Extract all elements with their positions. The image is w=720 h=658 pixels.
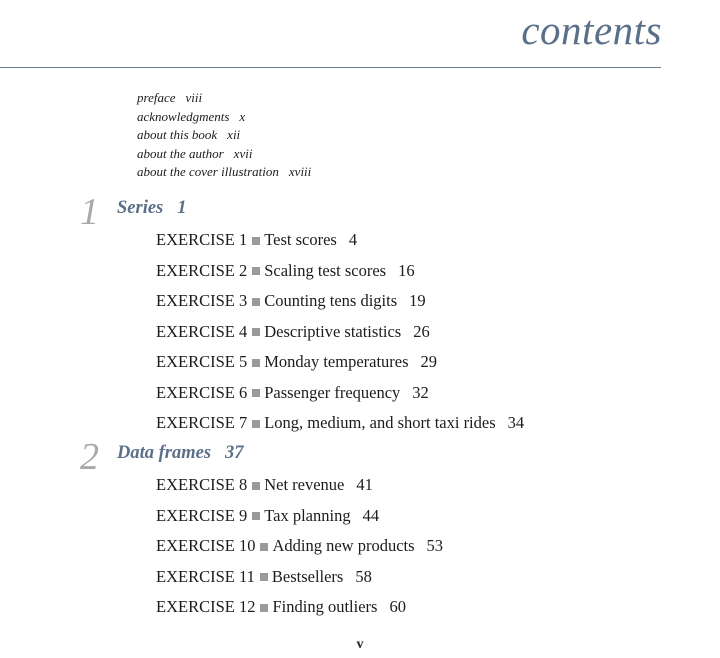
front-matter-item[interactable] — [137, 108, 311, 127]
exercise-item[interactable] — [156, 531, 443, 562]
square-bullet-icon — [252, 267, 260, 275]
exercise-page: 29 — [420, 352, 438, 371]
exercise-item[interactable] — [156, 225, 524, 256]
exercise-label: EXERCISE 11 — [156, 566, 255, 586]
front-matter-item[interactable] — [137, 89, 311, 108]
exercise-item[interactable] — [156, 501, 443, 532]
exercise-page: 4 — [348, 230, 358, 249]
front-matter-label: about this book — [137, 127, 218, 143]
square-bullet-icon — [252, 298, 260, 306]
chapter-number: 2 — [80, 436, 99, 478]
exercise-title: Monday temperatures — [264, 352, 409, 371]
front-matter-page: x — [239, 108, 246, 124]
exercise-label: EXERCISE 5 — [156, 352, 248, 371]
exercise-title: Finding outliers — [272, 597, 378, 616]
square-bullet-icon — [252, 389, 260, 397]
exercise-page: 41 — [356, 475, 373, 494]
exercise-label: EXERCISE 1 — [156, 230, 248, 249]
exercise-label: EXERCISE 7 — [156, 413, 248, 432]
title-rule — [0, 67, 661, 68]
exercise-list — [156, 470, 443, 623]
front-matter-label: acknowledgments — [137, 108, 230, 124]
square-bullet-icon — [252, 420, 260, 428]
front-matter-item[interactable] — [137, 145, 311, 164]
front-matter-label: preface — [137, 90, 176, 105]
exercise-label: EXERCISE 3 — [156, 291, 248, 310]
chapter-number: 1 — [80, 191, 99, 233]
square-bullet-icon — [260, 573, 268, 581]
exercise-title: Long, medium, and short taxi rides — [264, 413, 496, 432]
chapter-heading[interactable] — [117, 198, 187, 219]
page-title: contents — [521, 7, 662, 53]
exercise-title: Bestsellers — [271, 566, 344, 586]
front-matter-page: xvii — [233, 145, 253, 161]
exercise-item[interactable] — [156, 378, 524, 409]
square-bullet-icon — [260, 543, 268, 551]
folio-page-number: v — [356, 637, 364, 652]
exercise-label: EXERCISE 8 — [156, 475, 248, 494]
square-bullet-icon — [252, 328, 260, 336]
exercise-title: Descriptive statistics — [264, 321, 402, 341]
exercise-page: 44 — [362, 505, 380, 525]
chapter-page: 37 — [225, 443, 244, 463]
exercise-page: 34 — [507, 413, 525, 432]
exercise-page: 60 — [389, 597, 406, 616]
exercise-title: Adding new products — [272, 536, 415, 555]
chapter-heading[interactable] — [117, 443, 244, 464]
front-matter-label: about the cover illustration — [137, 164, 279, 180]
exercise-item[interactable] — [156, 347, 524, 378]
exercise-page: 32 — [412, 382, 429, 402]
front-matter-page: xii — [227, 127, 241, 143]
exercise-page: 16 — [398, 260, 415, 280]
exercise-label: EXERCISE 10 — [156, 536, 256, 555]
exercise-title: Net revenue — [264, 475, 345, 494]
front-matter-list — [137, 89, 311, 182]
front-matter-page: xviii — [288, 164, 312, 180]
exercise-label: EXERCISE 9 — [156, 505, 248, 525]
square-bullet-icon — [260, 604, 268, 612]
exercise-title: Scaling test scores — [264, 260, 387, 280]
exercise-item[interactable] — [156, 592, 443, 623]
front-matter-item[interactable] — [137, 163, 311, 182]
exercise-title: Test scores — [264, 230, 337, 249]
exercise-page: 53 — [426, 536, 444, 555]
exercise-item[interactable] — [156, 408, 524, 439]
front-matter-page: viii — [185, 90, 203, 105]
exercise-label: EXERCISE 2 — [156, 260, 248, 280]
chapter-page: 1 — [177, 198, 187, 218]
exercise-item[interactable] — [156, 317, 524, 348]
exercise-page: 19 — [409, 291, 426, 310]
front-matter-label: about the author — [137, 145, 224, 161]
exercise-title: Counting tens digits — [264, 291, 398, 310]
exercise-item[interactable] — [156, 562, 443, 593]
exercise-label: EXERCISE 6 — [156, 382, 248, 402]
exercise-item[interactable] — [156, 286, 524, 317]
exercise-page: 26 — [413, 321, 430, 341]
square-bullet-icon — [252, 237, 260, 245]
chapter-title: Series — [117, 198, 164, 218]
exercise-item[interactable] — [156, 256, 524, 287]
square-bullet-icon — [252, 482, 260, 490]
exercise-title: Passenger frequency — [264, 382, 401, 402]
exercise-label: EXERCISE 12 — [156, 597, 256, 616]
exercise-item[interactable] — [156, 470, 443, 501]
square-bullet-icon — [252, 359, 260, 367]
exercise-page: 58 — [355, 566, 372, 586]
square-bullet-icon — [252, 512, 260, 520]
exercise-list — [156, 225, 524, 439]
exercise-title: Tax planning — [264, 505, 351, 525]
front-matter-item[interactable] — [137, 126, 311, 145]
exercise-label: EXERCISE 4 — [156, 321, 248, 341]
chapter-title: Data frames — [117, 443, 212, 463]
